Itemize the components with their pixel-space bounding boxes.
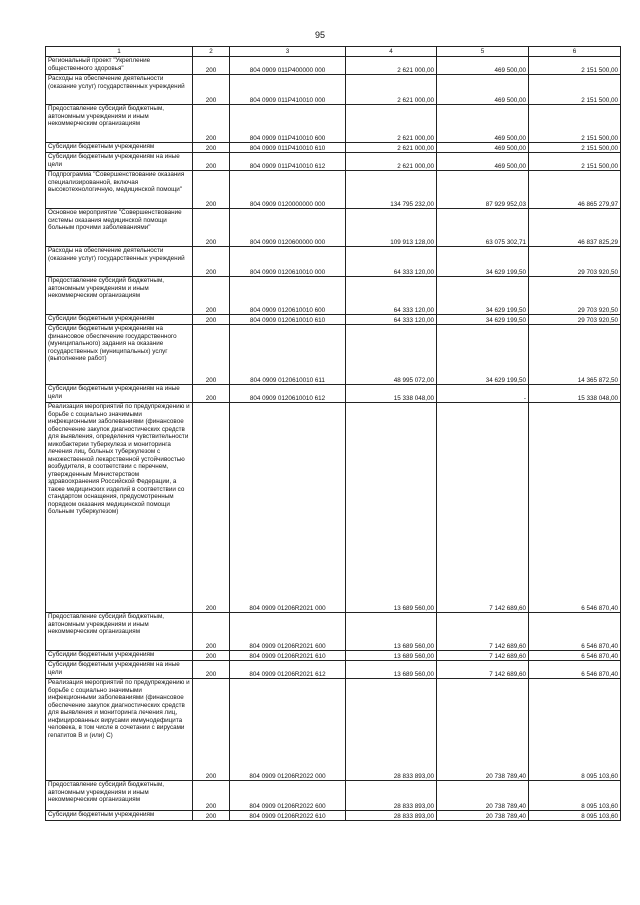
row-code-cell: 804 0909 0120610010 612 <box>230 385 346 403</box>
row-col5-cell: 34 629 199,50 <box>437 247 529 277</box>
table-row <box>46 75 621 105</box>
row-col5-cell: 20 738 789,40 <box>437 811 529 821</box>
row-col4-cell: 28 833 893,00 <box>346 781 437 811</box>
row-col5-cell: 7 142 689,60 <box>437 661 529 679</box>
column-header-4: 4 <box>346 47 437 57</box>
row-gr-cell: 200 <box>193 651 230 661</box>
row-name-cell: Реализация мероприятий по предупреждению и борьбе с социально значимыми инфекционными заболеваниями (финансовое обеспечение закупок диагностических средств для выявления и мониторинга лечения лиц, инфицированных вирусами иммунодефицита человека, в том числе в сочетании с вирусами гепатитов В и (или) С) <box>46 679 193 781</box>
row-col5-cell: 469 500,00 <box>437 75 529 105</box>
row-col5-cell: 469 500,00 <box>437 143 529 153</box>
table-row <box>46 171 621 209</box>
table-row <box>46 679 621 781</box>
row-col4-cell: 134 795 232,00 <box>346 171 437 209</box>
table-row <box>46 781 621 811</box>
row-code-cell: 804 0909 0120000000 000 <box>230 171 346 209</box>
row-gr-cell: 200 <box>193 315 230 325</box>
row-col4-cell: 15 338 048,00 <box>346 385 437 403</box>
row-name-cell: Субсидии бюджетным учреждениям на иные цели <box>46 385 193 403</box>
row-gr-cell: 200 <box>193 811 230 821</box>
row-col6-cell: 6 546 870,40 <box>529 613 621 651</box>
row-col4-cell: 2 621 000,00 <box>346 57 437 75</box>
row-code-cell: 804 0909 011P410010 000 <box>230 75 346 105</box>
row-col5-cell: 469 500,00 <box>437 105 529 143</box>
row-col4-cell: 2 621 000,00 <box>346 75 437 105</box>
table-row <box>46 661 621 679</box>
row-name-cell: Подпрограмма "Совершенствование оказания специализированной, включая высокотехнологичную, медицинской помощи" <box>46 171 193 209</box>
row-col5-cell: - <box>437 385 529 403</box>
page-number: 95 <box>314 30 325 40</box>
table-row <box>46 811 621 821</box>
row-code-cell: 804 0909 011P400000 000 <box>230 57 346 75</box>
row-code-cell: 804 0909 01206R2021 612 <box>230 661 346 679</box>
row-gr-cell: 200 <box>193 209 230 247</box>
row-col6-cell: 6 546 870,40 <box>529 661 621 679</box>
row-name-cell: Расходы на обеспечение деятельности (оказание услуг) государственных учреждений <box>46 247 193 277</box>
row-name-cell: Субсидии бюджетным учреждениям на финансовое обеспечение государственного (муниципального) задания на оказание государственных (муниципальных) услуг (выполнение работ) <box>46 325 193 385</box>
row-name-cell: Субсидии бюджетным учреждениям <box>46 315 193 325</box>
column-header-1: 1 <box>46 47 193 57</box>
row-code-cell: 804 0909 011P410010 600 <box>230 105 346 143</box>
column-header-3: 3 <box>230 47 346 57</box>
row-col4-cell: 13 689 560,00 <box>346 403 437 613</box>
row-col5-cell: 87 929 952,03 <box>437 171 529 209</box>
table-row <box>46 57 621 75</box>
row-code-cell: 804 0909 0120600000 000 <box>230 209 346 247</box>
row-col5-cell: 20 738 789,40 <box>437 679 529 781</box>
row-code-cell: 804 0909 01206R2021 610 <box>230 651 346 661</box>
column-header-5: 5 <box>437 47 529 57</box>
row-col5-cell: 7 142 689,60 <box>437 651 529 661</box>
row-col5-cell: 7 142 689,60 <box>437 403 529 613</box>
row-col6-cell: 8 095 103,60 <box>529 781 621 811</box>
table-row <box>46 247 621 277</box>
row-col6-cell: 2 151 500,00 <box>529 153 621 171</box>
row-gr-cell: 200 <box>193 661 230 679</box>
row-code-cell: 804 0909 0120610010 600 <box>230 277 346 315</box>
row-col5-cell: 34 629 199,50 <box>437 325 529 385</box>
table-row <box>46 403 621 613</box>
row-gr-cell: 200 <box>193 57 230 75</box>
table-row <box>46 385 621 403</box>
row-gr-cell: 200 <box>193 171 230 209</box>
row-name-cell: Субсидии бюджетным учреждениям на иные цели <box>46 153 193 171</box>
row-col4-cell: 109 913 128,00 <box>346 209 437 247</box>
row-gr-cell: 200 <box>193 403 230 613</box>
table-row <box>46 613 621 651</box>
row-gr-cell: 200 <box>193 143 230 153</box>
row-col6-cell: 6 546 870,40 <box>529 651 621 661</box>
row-col4-cell: 13 689 560,00 <box>346 613 437 651</box>
table-row <box>46 651 621 661</box>
row-code-cell: 804 0909 01206R2022 000 <box>230 679 346 781</box>
table-row <box>46 315 621 325</box>
row-code-cell: 804 0909 011P410010 612 <box>230 153 346 171</box>
row-name-cell: Субсидии бюджетным учреждениям на иные цели <box>46 661 193 679</box>
row-col6-cell: 2 151 500,00 <box>529 143 621 153</box>
table-row <box>46 277 621 315</box>
row-code-cell: 804 0909 01206R2022 610 <box>230 811 346 821</box>
column-header-6: 6 <box>529 47 621 57</box>
row-gr-cell: 200 <box>193 247 230 277</box>
row-name-cell: Региональный проект "Укрепление общественного здоровья" <box>46 57 193 75</box>
row-name-cell: Субсидии бюджетным учреждениям <box>46 811 193 821</box>
row-col4-cell: 13 689 560,00 <box>346 661 437 679</box>
row-gr-cell: 200 <box>193 153 230 171</box>
row-code-cell: 804 0909 0120610010 611 <box>230 325 346 385</box>
row-col6-cell: 29 703 920,50 <box>529 247 621 277</box>
table-row <box>46 325 621 385</box>
row-code-cell: 804 0909 01206R2021 000 <box>230 403 346 613</box>
row-gr-cell: 200 <box>193 325 230 385</box>
row-code-cell: 804 0909 0120610010 000 <box>230 247 346 277</box>
row-col5-cell: 20 738 789,40 <box>437 781 529 811</box>
row-col6-cell: 6 546 870,40 <box>529 403 621 613</box>
row-gr-cell: 200 <box>193 613 230 651</box>
header-row <box>46 47 621 57</box>
row-col6-cell: 2 151 500,00 <box>529 105 621 143</box>
table-row <box>46 143 621 153</box>
row-name-cell: Расходы на обеспечение деятельности (оказание услуг) государственных учреждений <box>46 75 193 105</box>
row-name-cell: Субсидии бюджетным учреждениям <box>46 651 193 661</box>
column-header-2: 2 <box>193 47 230 57</box>
table-row <box>46 105 621 143</box>
row-col6-cell: 29 703 920,50 <box>529 277 621 315</box>
row-col6-cell: 15 338 048,00 <box>529 385 621 403</box>
row-name-cell: Реализация мероприятий по предупреждению и борьбе с социально значимыми инфекционными заболеваниями (финансовое обеспечение закупок диагностических средств для выявления, определения чувствительности микобактерии туберкулеза и мониторинга лечения лиц, больных туберкулезом с множественной лекарственной устойчивостью возбудителя, в соответствии с перечнем, утвержденным Министерством здравоохранения Российской Федерации, а также медицинских изделий в соответствии со стандартом оснащения, предусмотренным порядком оказания медицинской помощи больным туберкулезом) <box>46 403 193 613</box>
row-col5-cell: 7 142 689,60 <box>437 613 529 651</box>
row-col5-cell: 469 500,00 <box>437 57 529 75</box>
budget-table <box>45 46 621 821</box>
row-col6-cell: 46 837 825,29 <box>529 209 621 247</box>
row-col6-cell: 8 095 103,60 <box>529 679 621 781</box>
row-col6-cell: 2 151 500,00 <box>529 75 621 105</box>
table-row <box>46 153 621 171</box>
table-row <box>46 209 621 247</box>
row-col4-cell: 28 833 893,00 <box>346 811 437 821</box>
row-gr-cell: 200 <box>193 385 230 403</box>
row-col4-cell: 13 689 560,00 <box>346 651 437 661</box>
row-col5-cell: 34 629 199,50 <box>437 277 529 315</box>
row-gr-cell: 200 <box>193 277 230 315</box>
row-gr-cell: 200 <box>193 105 230 143</box>
row-col6-cell: 29 703 920,50 <box>529 315 621 325</box>
row-name-cell: Субсидии бюджетным учреждениям <box>46 143 193 153</box>
row-gr-cell: 200 <box>193 781 230 811</box>
row-code-cell: 804 0909 01206R2022 600 <box>230 781 346 811</box>
row-name-cell: Предоставление субсидий бюджетным, автономным учреждениям и иным некоммерческим организациям <box>46 277 193 315</box>
row-name-cell: Предоставление субсидий бюджетным, автономным учреждениям и иным некоммерческим организациям <box>46 105 193 143</box>
row-name-cell: Предоставление субсидий бюджетным, автономным учреждениям и иным некоммерческим организациям <box>46 781 193 811</box>
row-col4-cell: 64 333 120,00 <box>346 315 437 325</box>
row-gr-cell: 200 <box>193 75 230 105</box>
row-col6-cell: 46 865 279,97 <box>529 171 621 209</box>
row-col6-cell: 2 151 500,00 <box>529 57 621 75</box>
row-name-cell: Основное мероприятие "Совершенствование системы оказания медицинской помощи больным прочими заболеваниями" <box>46 209 193 247</box>
row-col5-cell: 34 629 199,50 <box>437 315 529 325</box>
row-col4-cell: 48 995 072,00 <box>346 325 437 385</box>
row-col4-cell: 2 621 000,00 <box>346 153 437 171</box>
row-name-cell: Предоставление субсидий бюджетным, автономным учреждениям и иным некоммерческим организациям <box>46 613 193 651</box>
row-col4-cell: 64 333 120,00 <box>346 277 437 315</box>
row-gr-cell: 200 <box>193 679 230 781</box>
row-col6-cell: 8 095 103,60 <box>529 811 621 821</box>
row-col5-cell: 63 075 302,71 <box>437 209 529 247</box>
row-col6-cell: 14 365 872,50 <box>529 325 621 385</box>
row-code-cell: 804 0909 0120610010 610 <box>230 315 346 325</box>
row-col4-cell: 2 621 000,00 <box>346 143 437 153</box>
row-col4-cell: 2 621 000,00 <box>346 105 437 143</box>
row-col4-cell: 28 833 893,00 <box>346 679 437 781</box>
row-code-cell: 804 0909 01206R2021 600 <box>230 613 346 651</box>
row-col4-cell: 64 333 120,00 <box>346 247 437 277</box>
row-col5-cell: 469 500,00 <box>437 153 529 171</box>
row-code-cell: 804 0909 011P410010 610 <box>230 143 346 153</box>
table-body <box>46 57 621 821</box>
